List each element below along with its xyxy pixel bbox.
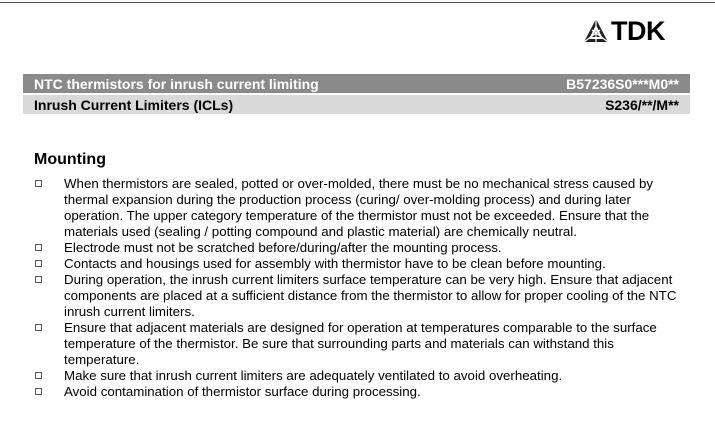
list-item: Electrode must not be scratched before/during/after the mounting process. [33,240,683,256]
square-bullet-icon [33,240,64,256]
list-item: Ensure that adjacent materials are designed for operation at temperatures comparable to the surface temperature of the thermistor. Be sure that surrounding parts and materials can withstand this temperature. [33,320,683,368]
square-bullet-icon [33,272,64,320]
square-bullet-icon [33,256,64,272]
list-item: Make sure that inrush current limiters are adequately ventilated to avoid overheating. [33,368,683,384]
series-code: S236/**/M** [605,96,679,113]
list-item: Avoid contamination of thermistor surface during processing. [33,384,683,400]
list-item: When thermistors are sealed, potted or over-molded, there must be no mechanical stress caused by thermal expansion during the production process (curing/ over-molding process) and during later operation. The upper category temperature of the thermistor must not be exceeded. Ensure that the materials used (sealing / potting compound and plastic material) are chemically neutral. [33,176,683,240]
product-series-bar [23,95,690,114]
top-rule [0,2,715,3]
ordering-code: B57236S0***M0** [566,75,679,92]
product-family-title: NTC thermistors for inrush current limiting [34,75,319,92]
product-series-title: Inrush Current Limiters (ICLs) [34,96,234,113]
section-title: Mounting [34,151,106,168]
list-item: During operation, the inrush current limiters surface temperature can be very high. Ensure that adjacent components are placed at a sufficient distance from the thermistor to allow for proper cooling of the NTC inrush current limiters. [33,272,683,320]
square-bullet-icon [33,320,64,368]
square-bullet-icon [33,176,64,240]
tdk-logo-icon [583,18,609,44]
square-bullet-icon [33,384,64,400]
square-bullet-icon [33,368,64,384]
logo-text: TDK [611,16,665,46]
product-family-bar [23,74,690,93]
tdk-logo [583,18,693,44]
list-item: Contacts and housings used for assembly with thermistor have to be clean before mounting. [33,256,683,272]
mounting-list [33,176,683,400]
